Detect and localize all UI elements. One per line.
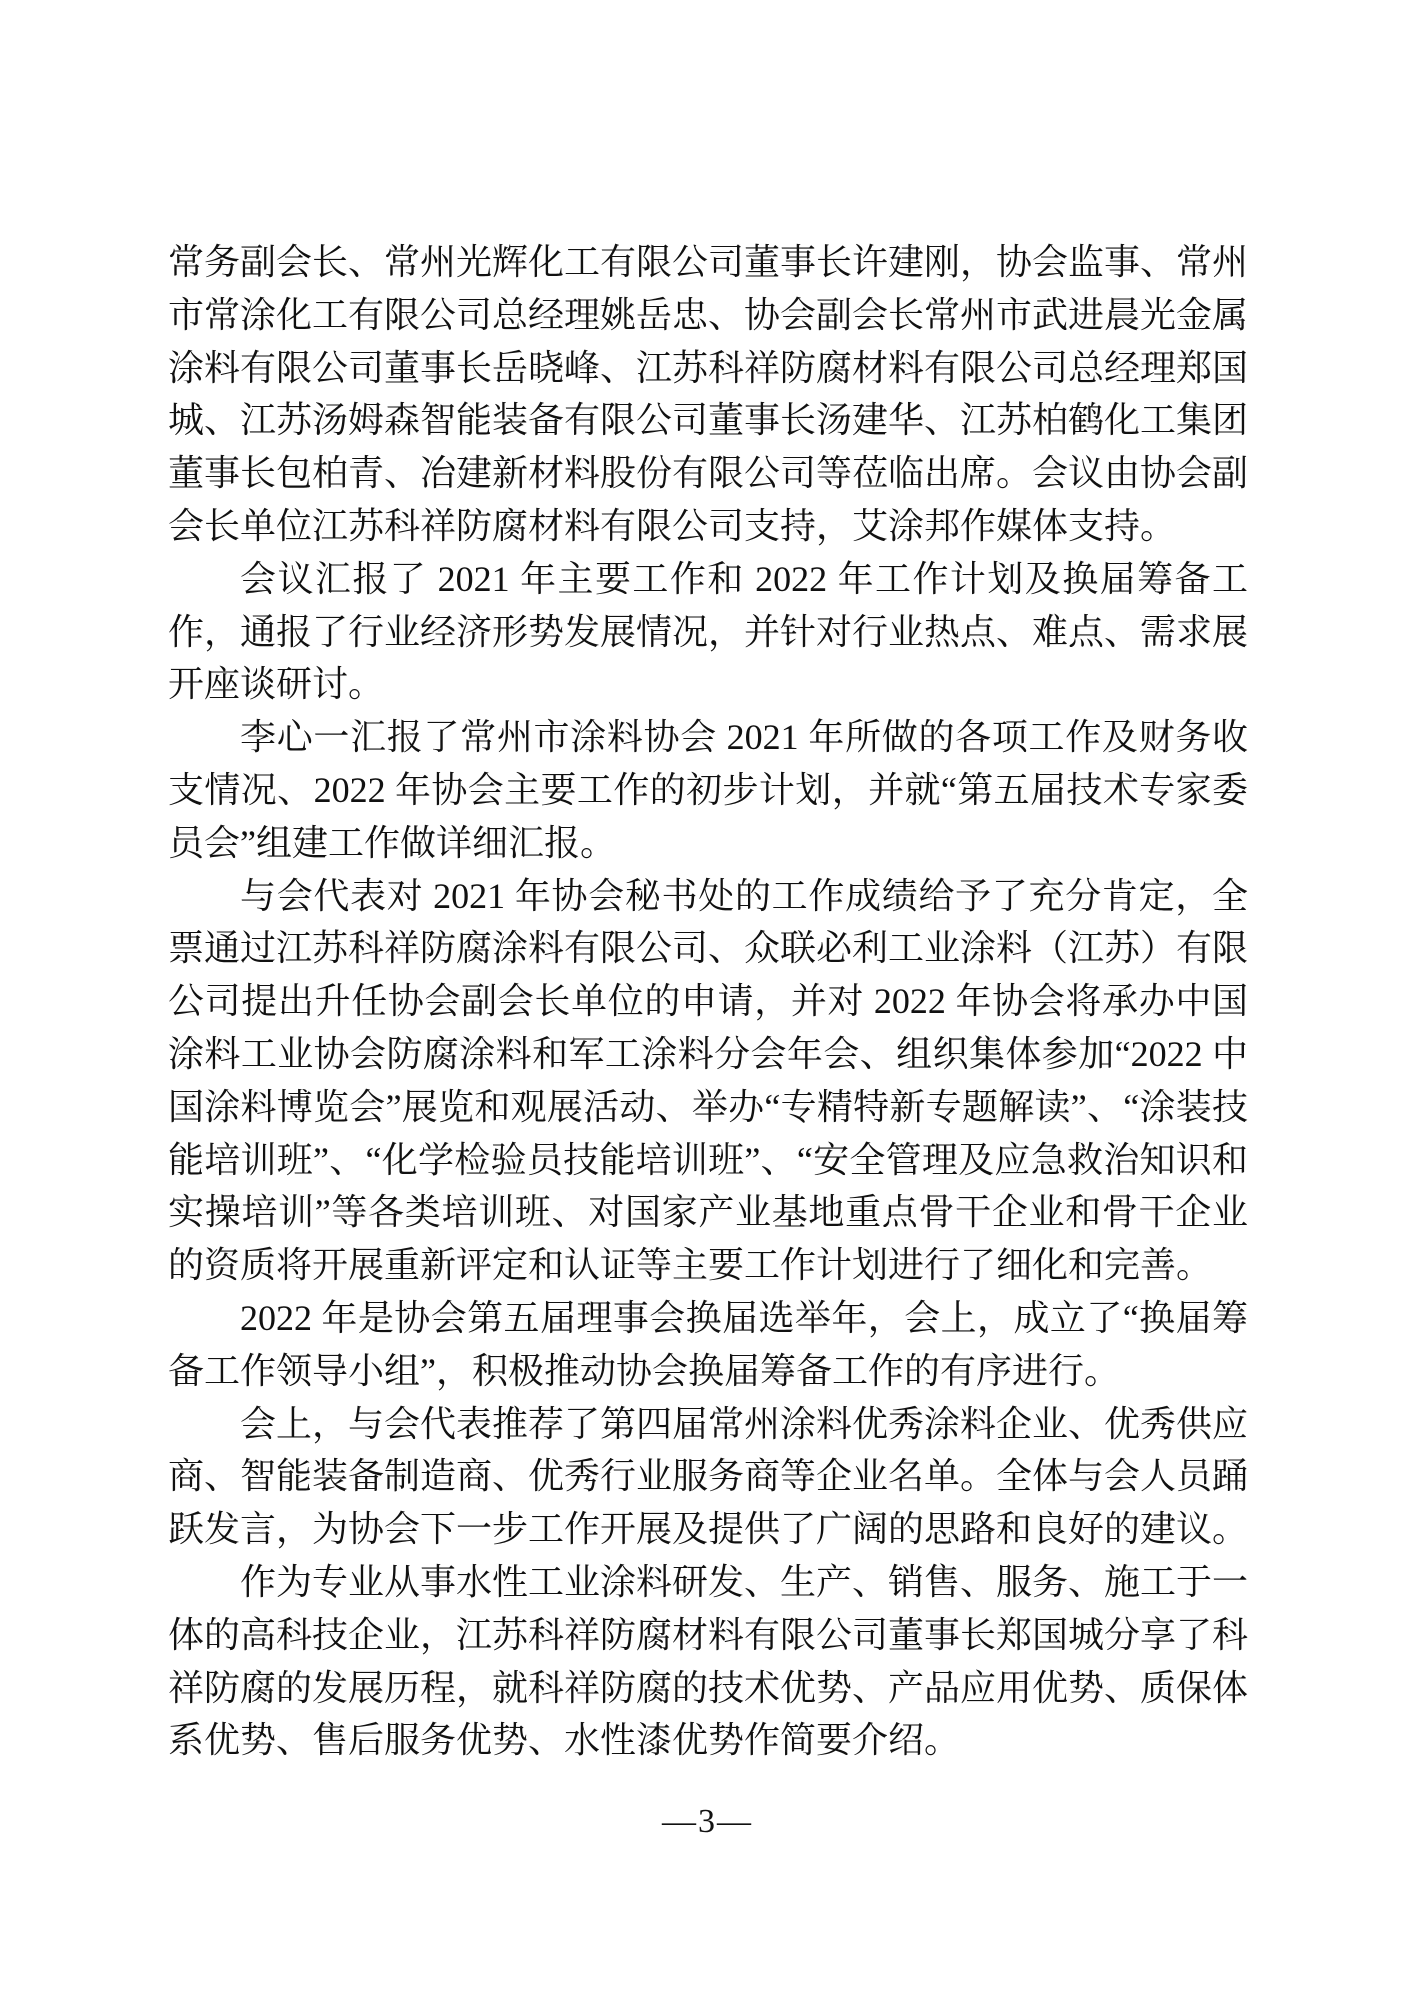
text-line: 国涂料博览会”展览和观展活动、举办“专精特新专题解读”、“涂装技 [168,1086,1248,1127]
text-line: 涂料工业协会防腐涂料和军工涂料分会年会、组织集体参加“2022 中 [168,1033,1248,1074]
text-line: 李心一汇报了常州市涂料协会 2021 年所做的各项工作及财务收 [240,717,1248,758]
text-line: 员会”组建工作做详细汇报。 [168,822,616,863]
text-line: 公司提出升任协会副会长单位的申请，并对 2022 年协会将承办中国 [168,981,1248,1022]
text-line: 2022 年是协会第五届理事会换届选举年，会上，成立了“换届筹 [240,1297,1248,1338]
document-body [168,236,1248,1767]
text-line: 开座谈研讨。 [168,664,385,705]
text-line: 商、智能装备制造商、优秀行业服务商等企业名单。全体与会人员踊 [168,1456,1248,1497]
text-line: 会议汇报了 2021 年主要工作和 2022 年工作计划及换届筹备工 [240,558,1248,599]
text-line: 市常涂化工有限公司总经理姚岳忠、协会副会长常州市武进晨光金属 [168,294,1248,335]
text-line: 作，通报了行业经济形势发展情况，并针对行业热点、难点、需求展 [168,611,1248,652]
text-line: 涂料有限公司董事长岳晓峰、江苏科祥防腐材料有限公司总经理郑国 [168,347,1248,388]
text-line: 会长单位江苏科祥防腐材料有限公司支持，艾涂邦作媒体支持。 [168,505,1177,546]
text-line: 备工作领导小组”，积极推动协会换届筹备工作的有序进行。 [168,1350,1120,1391]
text-line: 实操培训”等各类培训班、对国家产业基地重点骨干企业和骨干企业 [168,1192,1248,1233]
text-line: 作为专业从事水性工业涂料研发、生产、销售、服务、施工于一 [240,1561,1248,1602]
text-line: 董事长包柏青、冶建新材料股份有限公司等莅临出席。会议由协会副 [168,453,1248,494]
text-line: 能培训班”、“化学检验员技能培训班”、“安全管理及应急救治知识和 [168,1139,1248,1180]
text-line: 城、江苏汤姆森智能装备有限公司董事长汤建华、江苏柏鹤化工集团 [168,400,1248,441]
text-line: 跃发言，为协会下一步工作开展及提供了广阔的思路和良好的建议。 [168,1509,1248,1550]
text-line: 与会代表对 2021 年协会秘书处的工作成绩给予了充分肯定，全 [240,875,1248,916]
text-line: 常务副会长、常州光辉化工有限公司董事长许建刚，协会监事、常州 [168,242,1248,282]
text-line: 票通过江苏科祥防腐涂料有限公司、众联必利工业涂料（江苏）有限 [168,928,1248,969]
text-line: 支情况、2022 年协会主要工作的初步计划，并就“第五届技术专家委 [168,769,1248,810]
text-line: 会上，与会代表推荐了第四届常州涂料优秀涂料企业、优秀供应 [240,1403,1248,1444]
text-line: 体的高科技企业，江苏科祥防腐材料有限公司董事长郑国城分享了科 [168,1614,1248,1655]
text-line: 祥防腐的发展历程，就科祥防腐的技术优势、产品应用优势、质保体 [168,1667,1248,1708]
text-line: 系优势、售后服务优势、水性漆优势作简要介绍。 [168,1720,961,1761]
text-line: 的资质将开展重新评定和认证等主要工作计划进行了细化和完善。 [168,1245,1213,1286]
page-number: —3— [662,1803,753,1840]
